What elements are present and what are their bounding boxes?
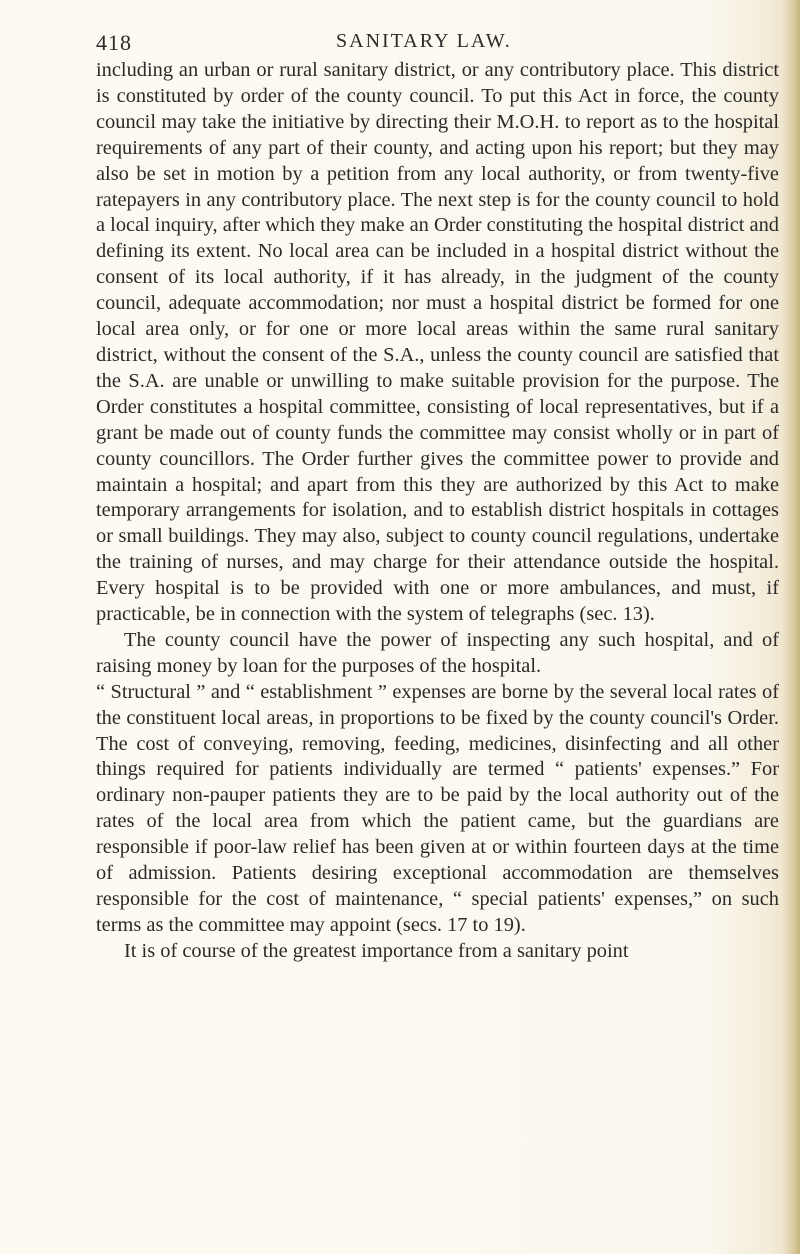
page-header: [96, 30, 776, 60]
body-text: [96, 58, 779, 965]
page-edge-shadow: [782, 0, 800, 1254]
page-number: 418: [96, 30, 132, 55]
paragraph: including an urban or rural sanitary district, or any contributory place. This district is constituted by order of the county council. To put this Act in force, the county council may take the initiative by directing their M.O.H. to report as to the hospital requirements of any part of their county, and acting upon his report; but they may also be set in motion by a petition from any local authority, or from twenty-five ratepayers in any contributory place. The next step is for the county council to hold a local inquiry, after which they make an Order constituting the hospital district and defining its extent. No local area can be included in a hospital district without the consent of its local authority, if it has already, in the judgment of the county council, adequate accommodation; nor must a hospital district be formed for one local area only, or for one or more local areas within the same rural sanitary district, without the consent of the S.A., unless the county council are satisfied that the S.A. are unable or unwilling to make suitable provision for the purpose. The Order constitutes a hospital committee, consisting of local representatives, but if a grant be made out of county funds the committee may consist wholly or in part of county councillors. The Order further gives the committee power to provide and maintain a hospital; and apart from this they are authorized by this Act to make temporary arrangements for isolation, and to establish district hospitals in cottages or small buildings. They may also, subject to county council regulations, undertake the training of nurses, and may charge for their attendance outside the hospital. Every hospital is to be provided with one or more ambulances, and must, if practicable, be in connection with the system of telegraphs (sec. 13).: [96, 59, 779, 626]
paragraph: “ Structural ” and “ establishment ” expenses are borne by the several local rates of the constituent local areas, in proportions to be fixed by the county council's Order. The cost of conveying, removing, feeding, medicines, disinfecting and all other things required for patients individually are termed “ patients' expenses.” For ordinary non-pauper patients they are to be paid by the local authority out of the rates of the local area from which the patient came, but the guardians are responsible if poor-law relief has been given at or within fourteen days at the time of admission. Patients desiring exceptional accommodation are themselves responsible for the cost of maintenance, “ special patients' expenses,” on such terms as the committee may appoint (secs. 17 to 19).: [96, 680, 779, 936]
paragraph: The county council have the power of inspecting any such hospital, and of raising money by loan for the purposes of the hospital.: [96, 628, 779, 677]
paragraph: It is of course of the greatest importance from a sanitary point: [124, 939, 629, 962]
running-title: SANITARY LAW.: [336, 30, 512, 52]
